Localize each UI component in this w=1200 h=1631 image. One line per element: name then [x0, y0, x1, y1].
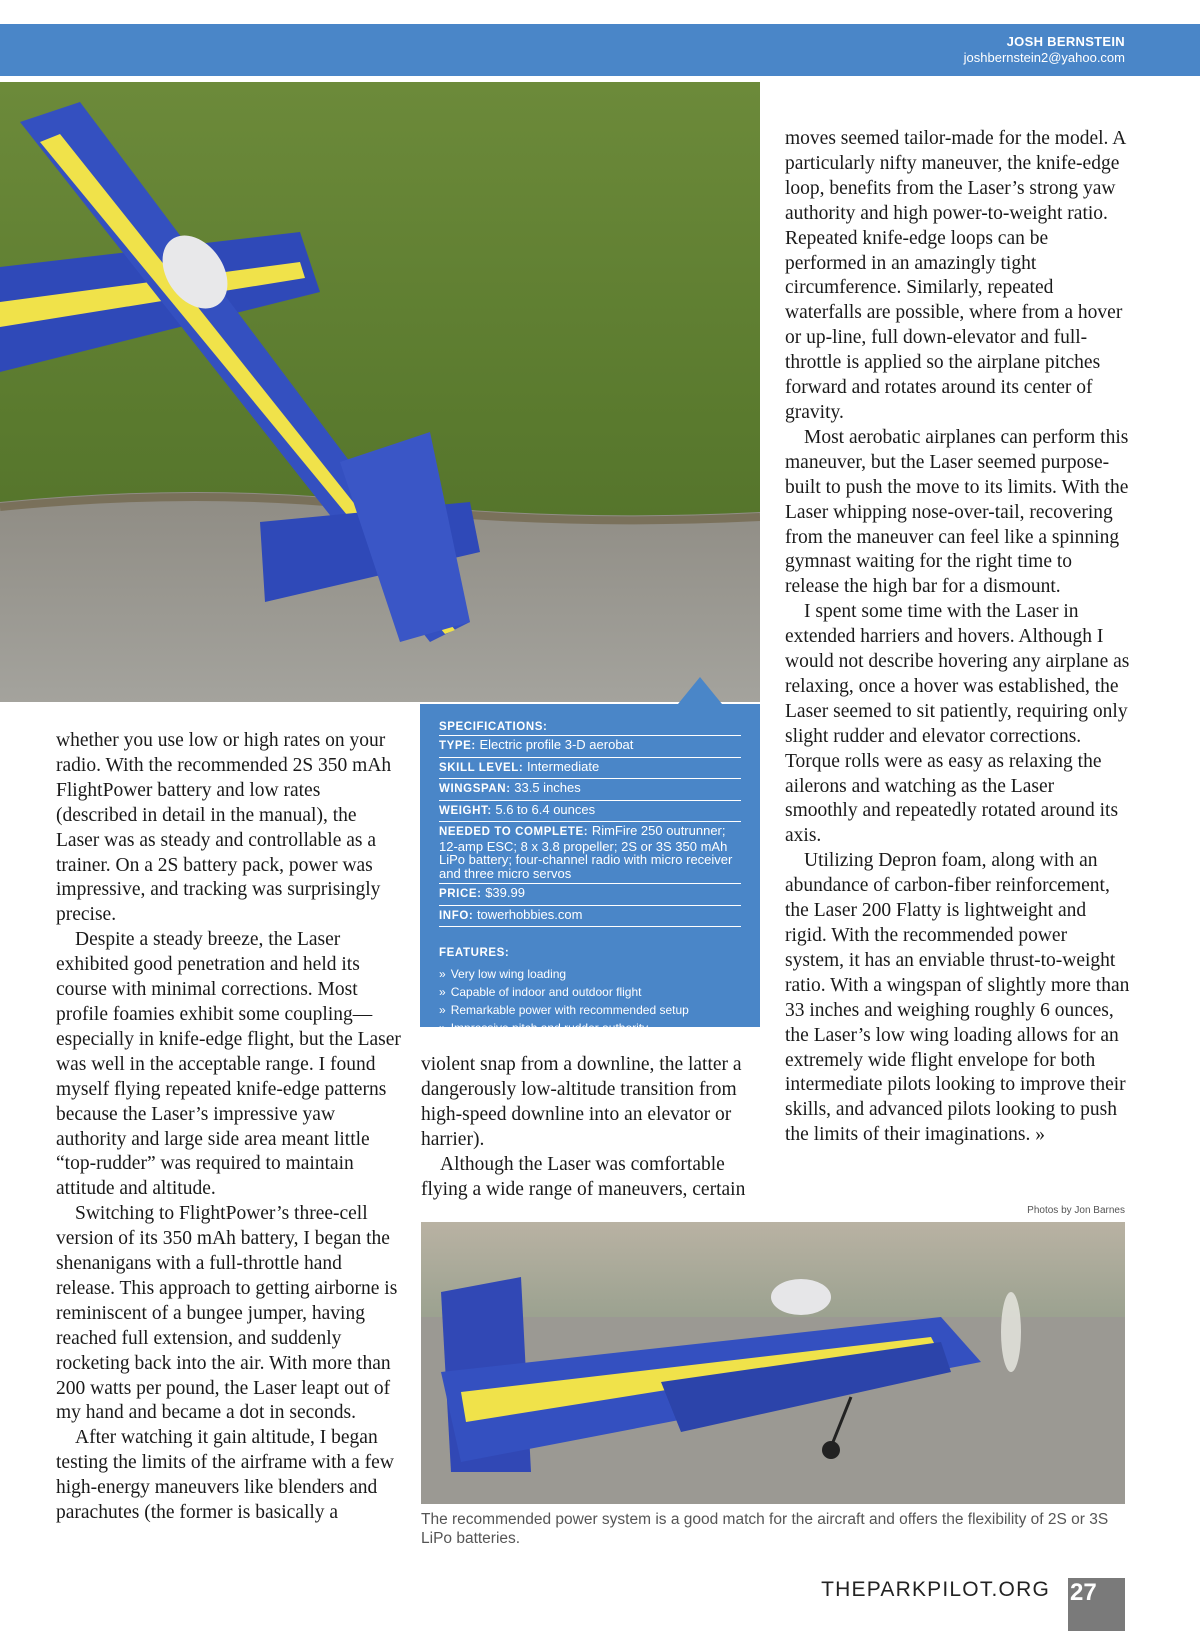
spec-value: 33.5 inches — [514, 780, 581, 795]
bullet-icon: » — [439, 1003, 446, 1017]
bullet-icon: » — [439, 1021, 446, 1035]
paragraph: moves seemed tailor-made for the model. A particularly nifty maneuver, the knife-edge loop, benefits from the Laser’s strong yaw authority and high power-to-weight ratio. Repeated knife-edge loops can be performed in an amazingly tight circumference. Similarly, repeated waterfalls are possible, where from a hover or up-line, full down-elevator and full-throttle is applied so the airplane pitches forward and rotates around its center of gravity. — [785, 128, 1126, 423]
specs-heading: SPECIFICATIONS: — [439, 721, 741, 736]
paragraph: I spent some time with the Laser in extended harriers and hovers. Although I would not describe hovering any airplane as relaxing, once a hover was established, the Laser seemed to sit patiently, requiring only slight rudder and elevator corrections. Torque rolls were as easy as relaxing the ailerons and watching as the Laser smoothly and repeatedly rotated around its axis. — [785, 601, 1130, 847]
paragraph: whether you use low or high rates on your radio. With the recommended 2S 350 mAh FlightPower battery and low rates (described in detail in the manual), the Laser was as steady and controllable as a trainer. On a 2S battery pack, power was impressive, and tracking was surprisingly precise. — [56, 730, 392, 926]
spec-label: INFO: — [439, 909, 474, 922]
author-block — [964, 34, 1125, 65]
spec-row-weight — [439, 801, 741, 823]
spec-label: SKILL LEVEL: — [439, 761, 524, 774]
spec-row-type — [439, 736, 741, 758]
feature-text: Capable of indoor and outdoor flight — [450, 985, 642, 999]
feature-text: Impressive pitch and rudder authority — [450, 1021, 649, 1035]
article-column-2 — [421, 1053, 761, 1202]
paragraph: Although the Laser was comfortable flying a wide range of maneuvers, certain — [421, 1153, 746, 1200]
author-email[interactable]: joshbernstein2@yahoo.com — [963, 50, 1125, 65]
paragraph: Utilizing Depron foam, along with an abundance of carbon-fiber reinforcement, the Laser 200 Flatty is lightweight and rigid. With the recommended power system, it has an enviable thrust-to-weight ratio. With a wingspan of slightly more than 33 inches and weighing roughly 6 ounces, the Laser’s low wing loading allows for an extremely wide flight envelope for both intermediate pilots looking to improve their skills, and advanced pilots looking to push the limits of their imaginations. » — [785, 850, 1130, 1146]
spec-value: 5.6 to 6.4 ounces — [495, 801, 596, 817]
spec-label: PRICE: — [439, 888, 482, 900]
specs-box — [420, 704, 760, 1035]
spec-label: NEEDED TO COMPLETE: — [439, 826, 589, 838]
top-airplane-photo — [0, 82, 760, 702]
feature-item — [439, 965, 741, 983]
article-column-3 — [785, 127, 1130, 1148]
paragraph: Most aerobatic airplanes can perform this maneuver, but the Laser seemed purpose-built to push the move to its limits. With the Laser whipping nose-over-tail, recovering from the maneuver can feel like a spinning gymnast waiting for the right time to release the high bar for a dismount. — [785, 426, 1129, 598]
spec-row-price — [439, 884, 741, 906]
spec-label: TYPE: — [439, 740, 476, 752]
photo-credit: Photos by Jon Barnes — [1027, 1205, 1125, 1216]
feature-text: Very low wing loading — [450, 967, 567, 981]
feature-item — [439, 1019, 741, 1037]
header-band — [0, 24, 1200, 76]
footer-site-name[interactable]: THEPARKPILOT.ORG — [821, 1578, 1050, 1601]
page-number-text: 27 — [1070, 1579, 1097, 1606]
bullet-icon: » — [439, 985, 446, 999]
spec-label: WEIGHT: — [439, 804, 492, 817]
spec-row-wingspan — [439, 779, 741, 801]
paragraph: violent snap from a downline, the latter a dangerously low-altitude transition from high-speed downline into an elevator or harrier). — [421, 1054, 742, 1150]
spec-label: WINGSPAN: — [439, 783, 511, 795]
spec-value: Intermediate — [526, 758, 600, 774]
spec-value: RimFire 250 outrunner; 12-amp ESC; 8 x 3.8 propeller; 2S or 3S 350 mAh LiPo battery; four-channel radio with micro receiver and three micro servos — [439, 823, 733, 881]
specs-notch — [678, 677, 722, 704]
spec-row-skill-level — [439, 758, 741, 780]
bullet-icon: » — [439, 967, 446, 981]
feature-text: Remarkable power with recommended setup — [450, 1003, 689, 1017]
author-name: JOSH BERNSTEIN — [1006, 34, 1125, 49]
paragraph: Despite a steady breeze, the Laser exhibited good penetration and held its course with minimal corrections. Most profile foamies exhibit some coupling—especially in knife-edge flight, but the Laser was well in the acceptable range. I found myself flying repeated knife-edge patterns because the Laser’s impressive yaw authority and large side area meant little “top-rudder” was required to maintain attitude and altitude. — [56, 929, 401, 1200]
specs-inner — [439, 721, 741, 1037]
features-heading: FEATURES: — [439, 947, 510, 959]
spec-value: Electric profile 3-D aerobat — [479, 737, 634, 752]
spec-row-needed — [439, 822, 741, 884]
spec-row-info — [439, 906, 741, 928]
paragraph: After watching it gain altitude, I began testing the limits of the airframe with a few high-energy maneuvers like blenders and parachutes (the former is basically a — [56, 1427, 394, 1524]
photo-caption: The recommended power system is a good match for the aircraft and offers the flexibility of 2S or 3S LiPo batteries. — [421, 1511, 1109, 1547]
feature-item — [439, 1001, 741, 1019]
bottom-airplane-photo — [421, 1222, 1125, 1504]
page-number — [1068, 1578, 1125, 1631]
feature-item — [439, 983, 741, 1001]
paragraph: Switching to FlightPower’s three-cell version of its 350 mAh battery, I began the shenanigans with a full-throttle hand release. This approach to getting airborne is reminiscent of a bungee jumper, having reached full extension, and suddenly rocketing back into the air. With more than 200 watts per pound, the Laser leapt out of my hand and became a dot in seconds. — [56, 1203, 398, 1424]
article-column-1 — [56, 729, 401, 1526]
spec-value: $39.99 — [485, 885, 525, 900]
spec-value-link[interactable]: towerhobbies.com — [476, 906, 583, 922]
